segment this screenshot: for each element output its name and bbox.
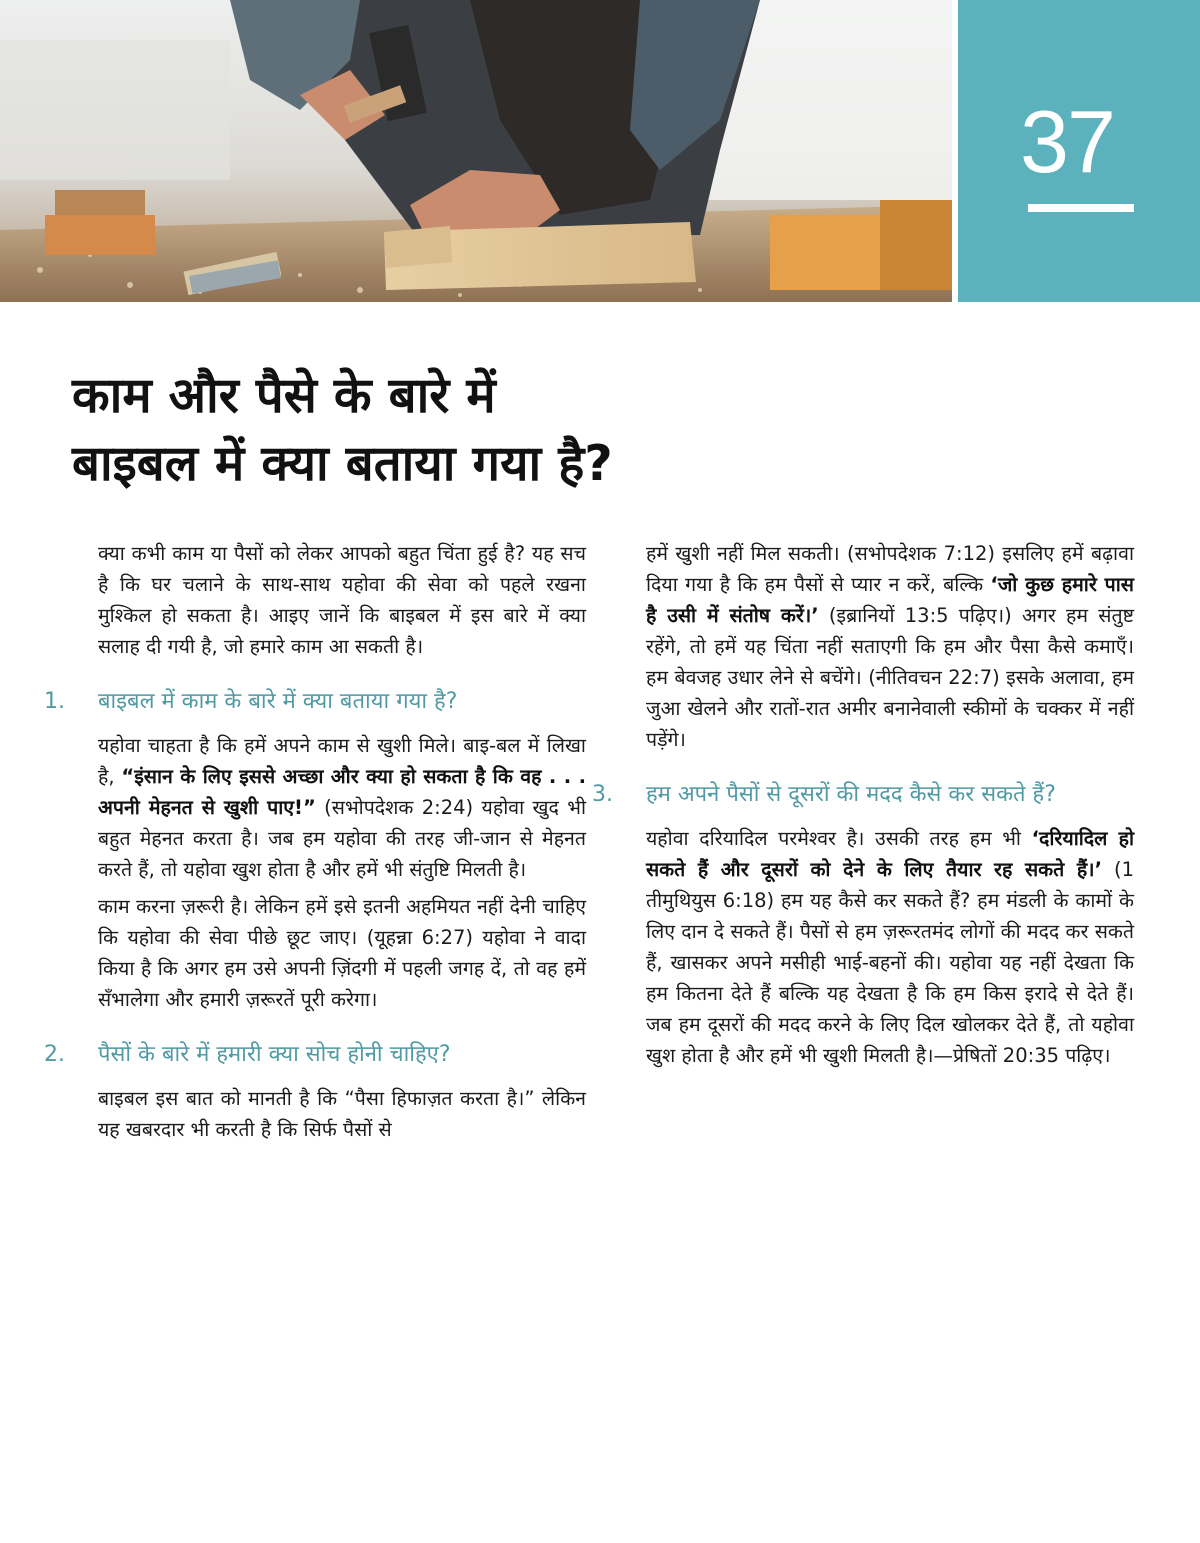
left-column: [44, 538, 586, 1151]
section-2-p1-text: हमें खुशी नहीं मिल सकती। (सभोपदेशक 7:12) इसलिए हमें बढ़ावा दिया गया है कि हम पैसों से प्यार न करें, बल्कि: [646, 542, 1134, 596]
page-title-line-1: काम और पैसे के बारे में: [72, 367, 496, 424]
carpenter-illustration: [0, 0, 952, 302]
section-1-p1-quote: “इंसान के लिए इससे अच्छा और क्या हो सकता है कि वह . . . अपनी मेहनत से खुशी पाए!”: [98, 765, 586, 819]
chapter-number-underline: [1028, 204, 1134, 212]
hero-photo: [0, 0, 952, 302]
section-2-p1-text-after: (इब्रानियों 13:5 पढ़िए।) अगर हम संतुष्ट रहेंगे, तो हमें यह चिंता नहीं सताएगी कि हम और पैसा कैसे कमाएँ। हम बेवजह उधार लेने से बचेंगे। (नीतिवचन 22:7) इसके अलावा, हम जुआ खेलने और रातों-रात अमीर बनानेवाली स्कीमों के चक्कर में नहीं पड़ेंगे।: [646, 604, 1134, 751]
section-1-paragraph-1: [98, 730, 586, 885]
question-2-text: पैसों के बारे में हमारी क्या सोच होनी चाहिए?: [98, 1042, 451, 1067]
page-title: [72, 362, 972, 498]
question-1: [44, 684, 586, 720]
section-1-p1-text: यहोवा चाहता है कि हमें अपने काम से खुशी मिले। बाइ-बल में लिखा है,: [98, 734, 586, 788]
question-3: [592, 777, 1134, 813]
page-title-line-2: बाइबल में क्या बताया गया है?: [72, 435, 613, 492]
question-3-text: हम अपने पैसों से दूसरों की मदद कैसे कर सकते हैं?: [646, 782, 1056, 807]
section-3-p1-text-after: (1 तीमुथियुस 6:18) हम यह कैसे कर सकते हैं? हम मंडली के कामों के लिए दान दे सकते हैं। पैसों से हम ज़रूरतमंद लोगों की मदद कर सकते हैं, खासकर अपने मसीही भाई-बहनों की। यहोवा यह नहीं देखता कि हम कितना देते हैं बल्कि यह देखता है कि हम किस इरादे से देते हैं। जब हम दूसरों की मदद करने के लिए दिल खोलकर देते हैं, तो यहोवा खुश होता है और हमें भी खुशी मिलती है।—प्रेषितों 20:35 पढ़िए।: [646, 858, 1134, 1067]
question-1-number: 1.: [44, 689, 65, 714]
section-3-paragraph-1: [646, 823, 1134, 1071]
section-1-paragraph-2: काम करना ज़रूरी है। लेकिन हमें इसे इतनी अहमियत नहीं देनी चाहिए कि यहोवा की सेवा पीछे छूट जाए। (यूहन्ना 6:27) यहोवा ने वादा किया है कि अगर हम उसे अपनी ज़िंदगी में पहली जगह दें, तो वह हमें सँभालेगा और हमारी ज़रूरतें पूरी करेगा।: [98, 895, 586, 1011]
chapter-badge: [958, 0, 1200, 302]
section-3-p1-text: यहोवा दरियादिल परमेश्वर है। उसकी तरह हम भी: [646, 827, 1032, 850]
section-1-p1-text-after: (सभोपदेशक 2:24) यहोवा खुद भी बहुत मेहनत करता है। जब हम यहोवा की तरह जी-जान से मेहनत करते हैं, तो यहोवा खुश होता है और हमें भी संतुष्टि मिलती है।: [98, 796, 586, 881]
question-1-text: बाइबल में काम के बारे में क्या बताया गया है?: [98, 689, 458, 714]
section-3-p1-quote: ‘दरियादिल हो सकते हैं और दूसरों को देने के लिए तैयार रह सकते हैं।’: [646, 827, 1134, 881]
chapter-number: 37: [1020, 92, 1114, 191]
section-2-paragraph-1-start: बाइबल इस बात को मानती है कि “पैसा हिफाज़त करता है।” लेकिन यह खबरदार भी करती है कि सिर्फ पैसों से: [98, 1087, 586, 1141]
question-2-number: 2.: [44, 1042, 65, 1067]
section-2-paragraph-1-continued: [646, 538, 1134, 755]
question-2: [44, 1037, 586, 1073]
question-3-number: 3.: [592, 782, 613, 807]
right-column: [592, 538, 1134, 1077]
intro-paragraph: क्या कभी काम या पैसों को लेकर आपको बहुत चिंता हुई है? यह सच है कि घर चलाने के साथ-साथ यहोवा की सेवा को पहले रखना मुश्किल हो सकता है। आइए जानें कि बाइबल में इस बारे में क्या सलाह दी गयी है, जो हमारे काम आ सकती है।: [98, 542, 586, 658]
section-2-p1-quote: ‘जो कुछ हमारे पास है उसी में संतोष करें।’: [646, 573, 1134, 627]
